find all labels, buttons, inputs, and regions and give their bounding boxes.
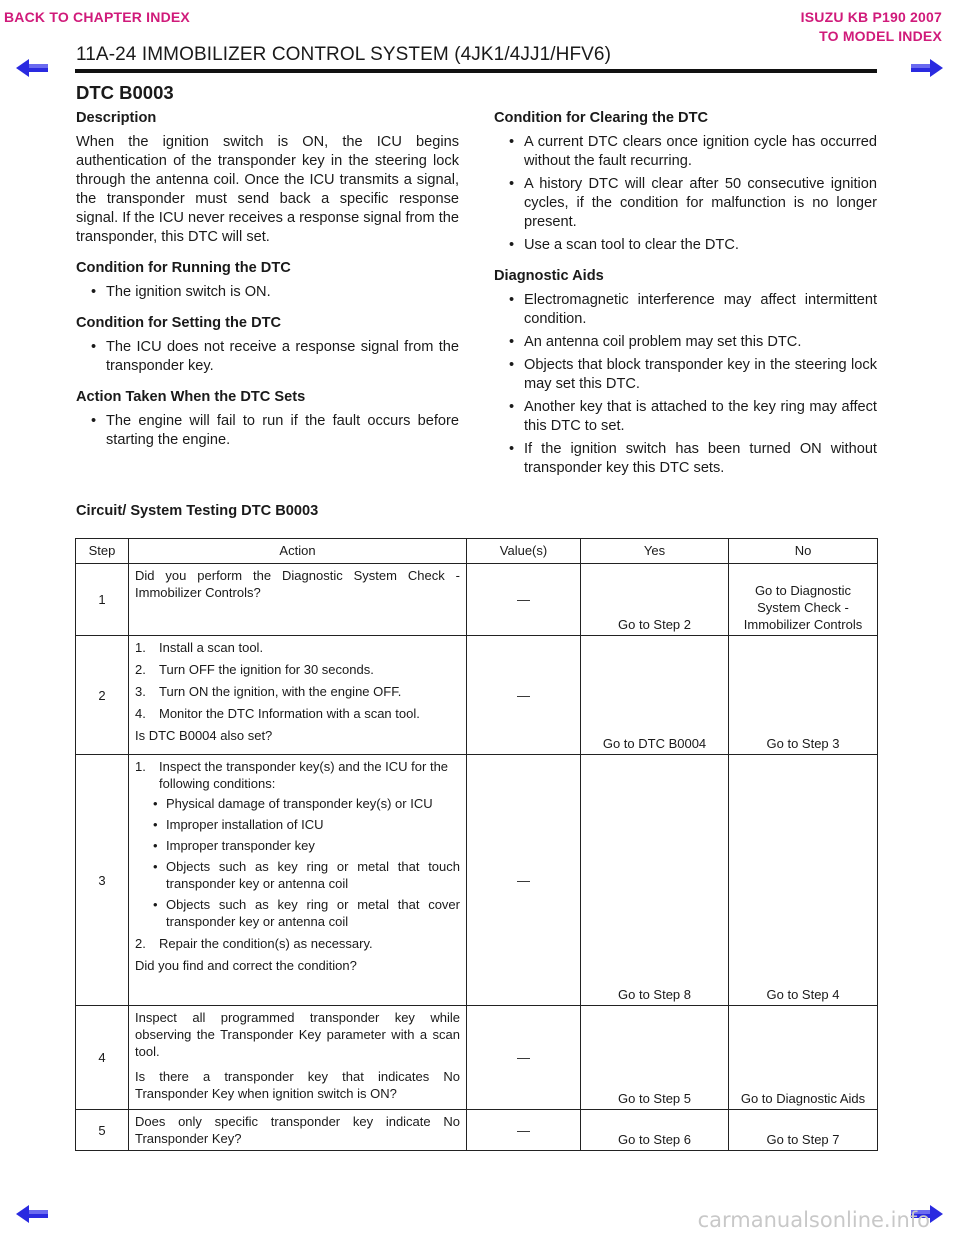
step-number: 4 xyxy=(76,1006,129,1110)
action-question: Did you find and correct the condition? xyxy=(135,958,357,973)
procedure-step: 1. Inspect the transponder key(s) and the ICU for the following conditions: • Physical damage of transponder key(s) or ICU • Improper installation of ICU • Improper transponder key • Objects such as key ring or metal that touch transponder key or antenna coil • Objects such as key ring or metal that cover transponder key or antenna coil xyxy=(135,758,460,930)
column-header-no: No xyxy=(729,539,878,564)
page-header-title: 11A-24 IMMOBILIZER CONTROL SYSTEM (4JK1/4JJ1/HFV6) xyxy=(76,44,612,65)
list-item: • Objects such as key ring or metal that cover transponder key or antenna coil xyxy=(135,896,460,930)
list-item: • A history DTC will clear after 50 consecutive ignition cycles, if the condition for malfunction is no longer present. xyxy=(494,175,877,232)
table-row xyxy=(76,755,878,1006)
yes-cell[interactable]: Go to Step 5 xyxy=(581,1006,729,1110)
action-question: Is there a transponder key that indicates No Transponder Key when ignition switch is ON? xyxy=(135,1069,460,1101)
list-item: • If the ignition switch has been turned ON without transponder key this DTC sets. xyxy=(494,440,877,478)
list-item: • The engine will fail to run if the fault occurs before starting the engine. xyxy=(76,412,459,450)
next-page-arrow-icon[interactable] xyxy=(910,58,944,78)
list-item: • Objects that block transponder key in the steering lock may set this DTC. xyxy=(494,356,877,394)
column-header-action: Action xyxy=(129,539,467,564)
column-header-values: Value(s) xyxy=(467,539,581,564)
yes-cell[interactable]: Go to Step 2 xyxy=(581,564,729,636)
condition-list xyxy=(135,795,460,930)
diagnostic-aids-list xyxy=(494,291,877,478)
clearing-condition-list xyxy=(494,133,877,255)
running-condition-heading: Condition for Running the DTC xyxy=(76,260,291,276)
no-cell[interactable]: Go to Diagnostic System Check - Immobilizer Controls xyxy=(729,564,878,636)
value-cell: — xyxy=(467,1110,581,1151)
list-item: • Physical damage of transponder key(s) or ICU xyxy=(135,795,460,812)
list-item: • Electromagnetic interference may affect intermittent condition. xyxy=(494,291,877,329)
brand-title: ISUZU KB P190 2007 xyxy=(800,9,942,25)
yes-cell[interactable]: Go to DTC B0004 xyxy=(581,636,729,755)
list-item: • An antenna coil problem may set this DTC. xyxy=(494,333,877,352)
procedure-step: 2. Repair the condition(s) as necessary. xyxy=(135,936,373,951)
running-condition-list xyxy=(76,283,459,302)
diagnostic-aids-heading: Diagnostic Aids xyxy=(494,268,604,284)
column-header-step: Step xyxy=(76,539,129,564)
table-row xyxy=(76,1110,878,1151)
procedure-steps xyxy=(135,758,460,952)
header-divider xyxy=(75,69,877,73)
step-number: 1 xyxy=(76,564,129,636)
procedure-step: 4. Monitor the DTC Information with a scan tool. xyxy=(135,706,420,721)
procedure-step: 2. Turn OFF the ignition for 30 seconds. xyxy=(135,662,374,677)
no-cell[interactable]: Go to Step 4 xyxy=(729,755,878,1006)
left-column xyxy=(76,109,459,454)
procedure-step: 1. Install a scan tool. xyxy=(135,640,264,655)
table-row xyxy=(76,564,878,636)
table-row xyxy=(76,1006,878,1110)
no-cell[interactable]: Go to Diagnostic Aids xyxy=(729,1006,878,1110)
setting-condition-list xyxy=(76,338,459,376)
step-number: 2 xyxy=(76,636,129,755)
value-cell: — xyxy=(467,636,581,755)
clearing-condition-heading: Condition for Clearing the DTC xyxy=(494,110,709,126)
action-cell xyxy=(129,755,467,1006)
list-item: • Improper installation of ICU xyxy=(135,816,460,833)
dtc-title: DTC B0003 xyxy=(76,82,174,103)
prev-page-arrow-icon[interactable] xyxy=(15,58,49,78)
setting-condition-heading: Condition for Setting the DTC xyxy=(76,315,282,331)
procedure-step: 3. Turn ON the ignition, with the engine OFF. xyxy=(135,684,402,699)
yes-cell[interactable]: Go to Step 6 xyxy=(581,1110,729,1151)
yes-cell[interactable]: Go to Step 8 xyxy=(581,755,729,1006)
step-number: 3 xyxy=(76,755,129,1006)
description-text: When the ignition switch is ON, the ICU begins authentication of the transponder key in the steering lock through the antenna coil. Once the ICU transmits a signal, the transponder must send back a specific response signal. If the ICU never receives a response signal from the transponder, this DTC will set. xyxy=(76,134,459,245)
description-heading: Description xyxy=(76,110,157,126)
no-cell[interactable]: Go to Step 7 xyxy=(729,1110,878,1151)
action-text: Does only specific transponder key indicate No Transponder Key? xyxy=(135,1114,460,1146)
action-cell xyxy=(129,564,467,636)
back-to-chapter-index-link[interactable]: BACK TO CHAPTER INDEX xyxy=(4,9,190,25)
action-question: Is DTC B0004 also set? xyxy=(135,728,273,743)
prev-page-arrow-icon[interactable] xyxy=(15,1204,49,1224)
list-item: • Use a scan tool to clear the DTC. xyxy=(494,236,877,255)
list-item: • The ICU does not receive a response signal from the transponder key. xyxy=(76,338,459,376)
action-text: Inspect all programmed transponder key while observing the Transponder Key parameter with a scan tool. xyxy=(135,1010,460,1059)
action-taken-heading: Action Taken When the DTC Sets xyxy=(76,389,306,405)
list-item: • Objects such as key ring or metal that touch transponder key or antenna coil xyxy=(135,858,460,892)
action-cell xyxy=(129,636,467,755)
no-cell[interactable]: Go to Step 3 xyxy=(729,636,878,755)
action-taken-list xyxy=(76,412,459,450)
action-text: Did you perform the Diagnostic System Check - Immobilizer Controls? xyxy=(135,568,460,600)
value-cell: — xyxy=(467,564,581,636)
to-model-index-link[interactable]: TO MODEL INDEX xyxy=(819,28,942,44)
action-cell xyxy=(129,1006,467,1110)
list-item: • The ignition switch is ON. xyxy=(76,283,459,302)
table-row xyxy=(76,636,878,755)
value-cell: — xyxy=(467,755,581,1006)
step-number: 5 xyxy=(76,1110,129,1151)
list-item: • A current DTC clears once ignition cycle has occurred without the fault recurring. xyxy=(494,133,877,171)
procedure-steps xyxy=(135,639,460,722)
diagnostic-table xyxy=(75,538,878,1151)
right-column xyxy=(494,109,877,482)
list-item: • Another key that is attached to the key ring may affect this DTC to set. xyxy=(494,398,877,436)
circuit-testing-title: Circuit/ System Testing DTC B0003 xyxy=(76,503,319,519)
action-cell xyxy=(129,1110,467,1151)
value-cell: — xyxy=(467,1006,581,1110)
table-header-row xyxy=(76,539,878,564)
column-header-yes: Yes xyxy=(581,539,729,564)
list-item: • Improper transponder key xyxy=(135,837,460,854)
watermark: carmanualsonline.info xyxy=(697,1208,930,1232)
